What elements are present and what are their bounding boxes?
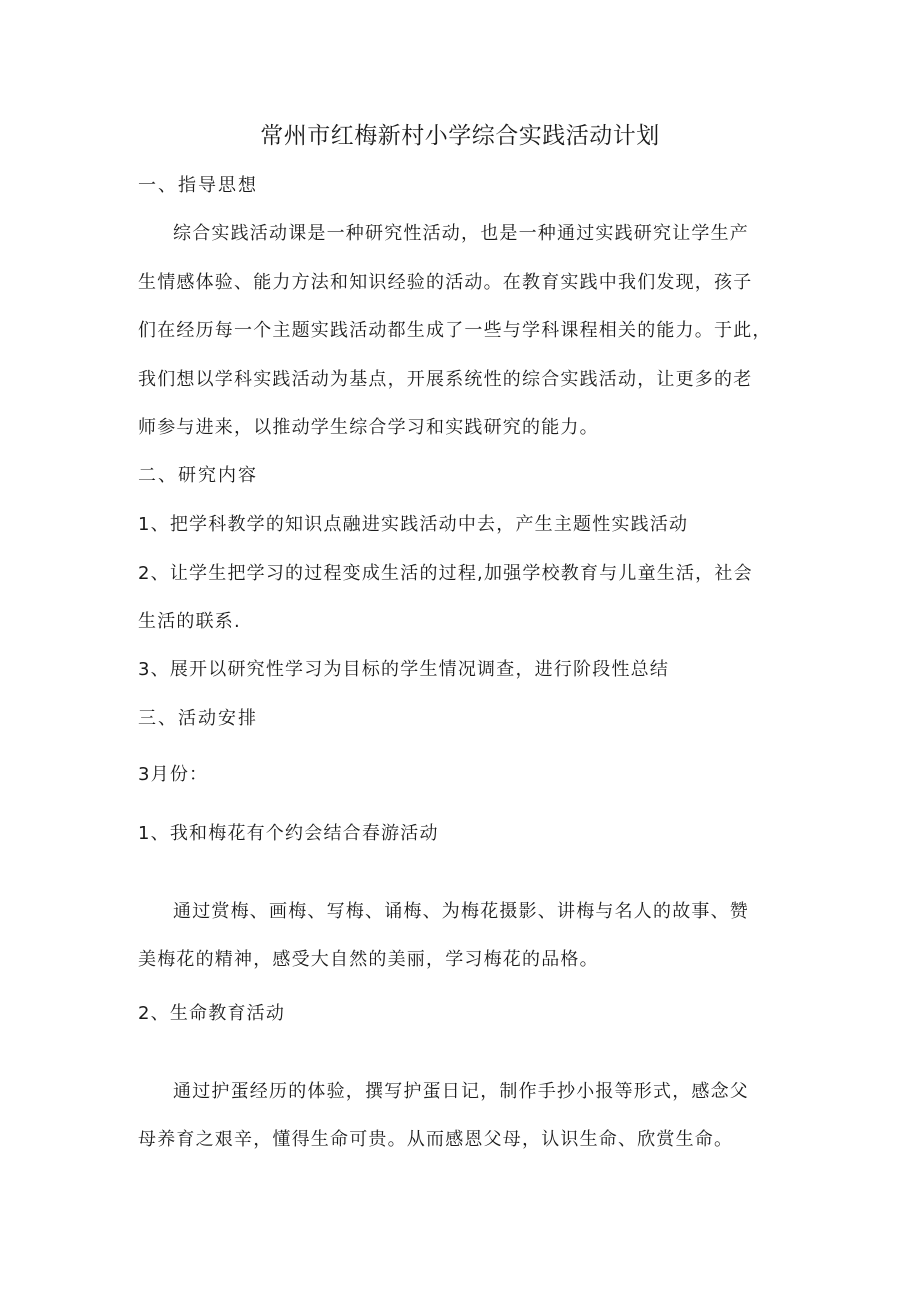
paragraph-line: 通过护蛋经历的体验，撰写护蛋日记，制作手抄小报等形式，感念父 [173,1081,749,1102]
paragraph-line: 生情感体验、能力方法和知识经验的活动。在教育实践中我们发现，孩子 [138,272,753,293]
section-heading-guiding-idea: 一、指导思想 [138,175,258,196]
paragraph-line: 我们想以学科实践活动为基点，开展系统性的综合实践活动，让更多的老 [138,369,753,390]
paragraph-line: 综合实践活动课是一种研究性活动，也是一种通过实践研究让学生产 [173,223,749,244]
section-heading-activity-schedule: 三、活动安排 [138,708,258,729]
paragraph-line: 们在经历每一个主题实践活动都生成了一些与学科课程相关的能力。于此， [138,320,772,341]
document-title: 常州市红梅新村小学综合实践活动计划 [260,123,660,149]
section-heading-research-content: 二、研究内容 [138,465,258,486]
month-label: 3月份： [138,764,209,785]
activity-title: 2、生命教育活动 [138,1003,286,1024]
paragraph-line: 母养育之艰辛，懂得生命可贵。从而感恩父母，认识生命、欣赏生命。 [138,1129,734,1150]
list-item-continuation: 生活的联系. [138,611,241,632]
paragraph-line: 通过赏梅、画梅、写梅、诵梅、为梅花摄影、讲梅与名人的故事、赞 [173,901,749,922]
activity-title: 1、我和梅花有个约会结合春游活动 [138,823,439,844]
paragraph-line: 师参与进来，以推动学生综合学习和实践研究的能力。 [138,417,599,438]
list-item: 3、展开以研究性学习为目标的学生情况调查，进行阶段性总结 [138,659,670,680]
list-item: 2、让学生把学习的过程变成生活的过程,加强学校教育与儿童生活，社会 [138,563,753,584]
list-item: 1、把学科教学的知识点融进实践活动中去，产生主题性实践活动 [138,514,689,535]
paragraph-line: 美梅花的精神，感受大自然的美丽，学习梅花的品格。 [138,949,599,970]
